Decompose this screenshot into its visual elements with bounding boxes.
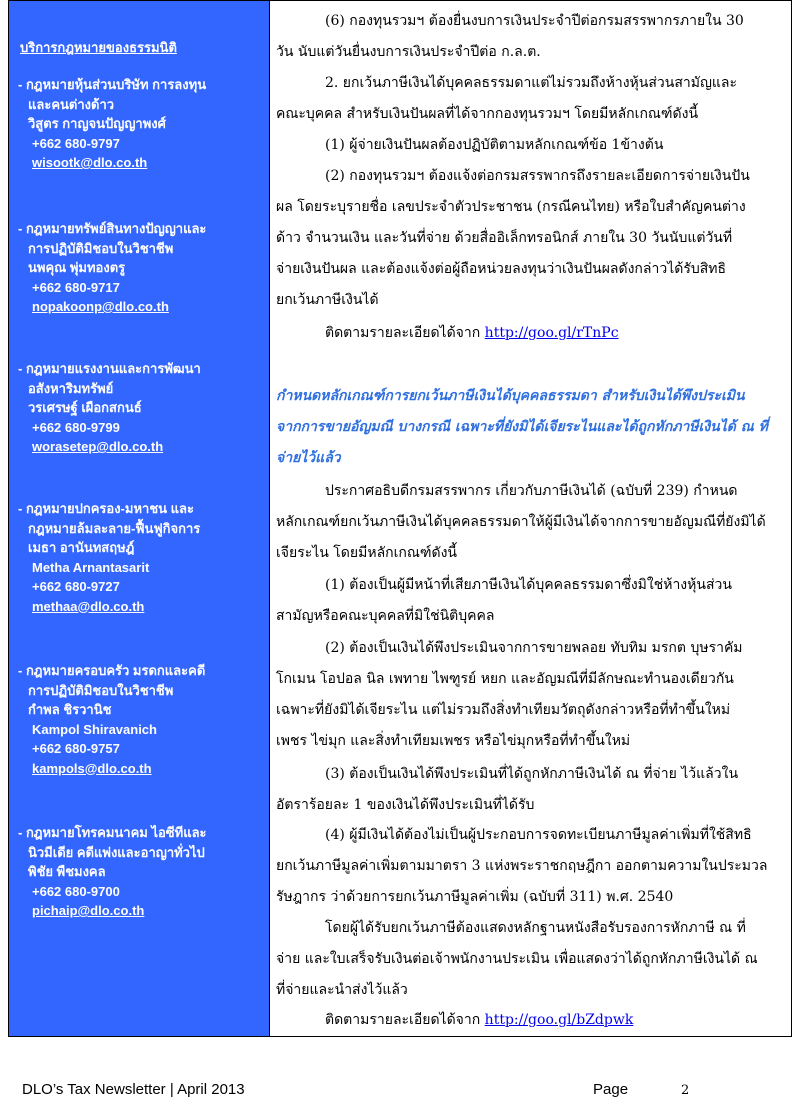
text-line: (2) กองทุนรวมฯ ต้องแจ้งต่อกรมสรรพากรถึงรายละเอียดการจ่ายเงินปัน (325, 168, 750, 184)
section-heading (276, 381, 784, 474)
contact-area: - กฎหมายแรงงานและการพัฒนา (18, 361, 201, 376)
contact-area: และคนต่างด้าว (28, 96, 115, 112)
paragraph (276, 570, 784, 632)
contact-area: - กฎหมายครอบครัว มรดกและคดี (18, 663, 206, 678)
main-content (276, 0, 786, 1036)
text-line: 2. ยกเว้นภาษีเงินได้บุคคลธรรมดาแต่ไม่รวมถึงห้างหุ้นส่วนสามัญและ (325, 75, 738, 91)
contact-area: - กฎหมายหุ้นส่วนบริษัท การลงทุน (18, 77, 207, 92)
paragraph (276, 318, 784, 349)
contact-name: พิชัย พืชมงคล (28, 864, 106, 879)
contact-name: วิสูตร กาญจนปัญญาพงศ์ (28, 116, 166, 131)
text-line: เฉพาะที่ยังมิได้เจียระไน แต่ไม่รวมถึงสิ่งทำเทียมวัตถุดังกล่าวหรือที่ทำขึ้นใหม่ (276, 702, 731, 718)
contact-area: การปฏิบัติมิชอบในวิชาชีพ (28, 240, 174, 256)
contact-name: นพคุณ พุ่มทองตรู (28, 260, 126, 275)
text-line: ยกเว้นภาษีเงินได้ (276, 292, 379, 308)
footer-newsletter-title: DLO’s Tax Newsletter | April 2013 (22, 1081, 245, 1098)
contact-area: การปฏิบัติมิชอบในวิชาชีพ (28, 682, 174, 698)
paragraph (276, 6, 784, 68)
contact-block (18, 75, 263, 173)
link-prefix: ติดตามรายละเอียดได้จาก (325, 325, 485, 341)
paragraph (276, 1005, 784, 1036)
heading-line: กำหนดหลักเกณฑ์การยกเว้นภาษีเงินได้บุคคลธรรมดา สำหรับเงินได้พึงประเมิน (276, 388, 745, 404)
paragraph (276, 913, 784, 1006)
contact-area: กฎหมายล้มละลาย-ฟื้นฟูกิจการ (28, 520, 201, 536)
text-line: หลักเกณฑ์ยกเว้นภาษีเงินได้บุคคลธรรมดาให้ผู้มีเงินได้จากการขายอัญมณีที่ยังมิได้ (276, 514, 766, 530)
contact-email-link[interactable]: pichaip@dlo.co.th (32, 903, 145, 918)
contact-name: กำพล ชิรวานิช (28, 702, 112, 717)
contact-phone: +662 680-9727 (32, 579, 120, 594)
contact-email-link[interactable]: worasetep@dlo.co.th (32, 439, 164, 454)
text-line: อัตราร้อยละ 1 ของเงินได้พึงประเมินที่ได้รับ (276, 797, 535, 813)
sidebar (9, 1, 269, 1036)
text-line: ประกาศอธิบดีกรมสรรพากร เกี่ยวกับภาษีเงินได้ (ฉบับที่ 239) กำหนด (325, 483, 738, 499)
contact-block (18, 359, 263, 457)
text-line: จ่ายเงินปันผล และต้องแจ้งต่อผู้ถือหน่วยลงทุนว่าเงินปันผลดังกล่าวได้รับสิทธิ (276, 261, 727, 277)
paragraph (276, 759, 784, 821)
text-line: (1) ผู้จ่ายเงินปันผลต้องปฏิบัติตามหลักเกณฑ์ข้อ 1ข้างต้น (325, 137, 664, 153)
text-line: (6) กองทุนรวมฯ ต้องยื่นงบการเงินประจำปีต่อกรมสรรพากรภายใน 30 (325, 13, 744, 29)
text-line: (4) ผู้มีเงินได้ต้องไม่เป็นผู้ประกอบการจดทะเบียนภาษีมูลค่าเพิ่มที่ใช้สิทธิ (325, 827, 752, 843)
contact-email-link[interactable]: wisootk@dlo.co.th (32, 155, 148, 170)
text-line: ด้าว จำนวนเงิน และวันที่จ่าย ด้วยสื่ออิเล็กทรอนิกส์ ภายใน 30 วันนับแต่วันที่ (276, 230, 733, 246)
text-line: โกเมน โอปอล นิล เพทาย ไพฑูรย์ หยก และอัญมณีที่มีลักษณะทำนองเดียวกัน (276, 671, 734, 687)
footer-page-label: Page (593, 1081, 629, 1098)
text-line: ยกเว้นภาษีมูลค่าเพิ่มตามมาตรา 3 แห่งพระราชกฤษฎีกา ออกตามความในประมวล (276, 858, 768, 874)
contact-name-en: Kampol Shiravanich (32, 721, 157, 737)
text-line: คณะบุคคล สำหรับเงินปันผลที่ได้จากกองทุนรวมฯ โดยมีหลักเกณฑ์ดังนี้ (276, 106, 699, 122)
newsletter-page (8, 0, 792, 1037)
text-line: สามัญหรือคณะบุคคลที่มิใช่นิติบุคคล (276, 608, 495, 624)
text-line: เพชร ไข่มุก และสิ่งทำเทียมเพชร หรือไข่มุกหรือที่ทำขึ้นใหม่ (276, 733, 631, 749)
text-line: รัษฎากร ว่าด้วยการยกเว้นภาษีมูลค่าเพิ่ม (ฉบับที่ 311) พ.ศ. 2540 (276, 889, 674, 905)
text-line: (3) ต้องเป็นเงินได้พึงประเมินที่ได้ถูกหักภาษีเงินได้ ณ ที่จ่าย ไว้แล้วใน (325, 766, 739, 782)
paragraph (276, 476, 784, 569)
contact-email-link[interactable]: methaa@dlo.co.th (32, 598, 145, 614)
link-prefix: ติดตามรายละเอียดได้จาก (325, 1012, 485, 1028)
contact-block (18, 219, 263, 317)
reference-link[interactable]: http://goo.gl/bZdpwk (484, 1012, 634, 1028)
contact-email-link[interactable]: nopakoonp@dlo.co.th (32, 299, 169, 314)
sidebar-title: บริการกฎหมายของธรรมนิติ (20, 40, 177, 55)
contact-phone: +662 680-9717 (32, 279, 120, 295)
contact-area: - กฎหมายโทรคมนาคม ไอซีทีและ (18, 825, 207, 840)
text-line: โดยผู้ได้รับยกเว้นภาษีต้องแสดงหลักฐานหนังสือรับรองการหักภาษี ณ ที่ (325, 920, 746, 936)
heading-line: จ่ายไว้แล้ว (276, 450, 341, 466)
contact-phone: +662 680-9797 (32, 135, 120, 151)
text-line: ผล โดยระบุรายชื่อ เลขประจำตัวประชาชน (กรณีคนไทย) หรือใบสำคัญคนต่าง (276, 199, 746, 215)
text-line: เจียระไน โดยมีหลักเกณฑ์ดังนี้ (276, 545, 457, 561)
paragraph (276, 820, 784, 913)
contact-phone: +662 680-9799 (32, 419, 120, 435)
contact-area: นิวมีเดีย คดีแพ่งและอาญาทั่วไป (28, 844, 205, 860)
paragraph (276, 161, 784, 316)
paragraph (276, 633, 784, 757)
contact-phone: +662 680-9700 (32, 883, 120, 899)
text-line: (2) ต้องเป็นเงินได้พึงประเมินจากการขายพลอย ทับทิม มรกต บุษราคัม (325, 640, 743, 656)
contact-name-en: Metha Arnantasarit (32, 559, 150, 575)
text-line: วัน นับแต่วันยื่นงบการเงินประจำปีต่อ ก.ล.ต. (276, 44, 541, 60)
heading-line: จากการขายอัญมณี บางกรณี เฉพาะที่ยังมิได้เจียระไนและได้ถูกหักภาษีเงินได้ ณ ที่ (276, 419, 768, 435)
contact-block (18, 499, 263, 616)
footer-page-number: 2 (681, 1083, 690, 1098)
contact-block (18, 661, 263, 778)
contact-area: - กฎหมายปกครอง-มหาชน และ (18, 501, 194, 516)
contact-name: วรเศรษฐ์ เผือกสกนธ์ (28, 400, 142, 415)
contact-area: อสังหาริมทรัพย์ (28, 380, 114, 396)
contact-area: - กฎหมายทรัพย์สินทางปัญญาและ (18, 221, 207, 236)
contact-name: เมธา อานันทสฤษฎ์ (28, 540, 135, 555)
paragraph (276, 68, 784, 130)
reference-link[interactable]: http://goo.gl/rTnPc (484, 325, 619, 341)
contact-block (18, 823, 263, 921)
column-divider (269, 0, 270, 1037)
text-line: ที่จ่ายและนำส่งไว้แล้ว (276, 982, 408, 998)
text-line: จ่าย และใบเสร็จรับเงินต่อเจ้าพนักงานประเมิน เพื่อแสดงว่าได้ถูกหักภาษีเงินได้ ณ (276, 951, 758, 967)
text-line: (1) ต้องเป็นผู้มีหน้าที่เสียภาษีเงินได้บุคคลธรรมดาซึ่งมิใช่ห้างหุ้นส่วน (325, 577, 732, 593)
contact-email-link[interactable]: kampols@dlo.co.th (32, 760, 152, 776)
contact-phone: +662 680-9757 (32, 741, 120, 756)
paragraph (276, 130, 784, 161)
